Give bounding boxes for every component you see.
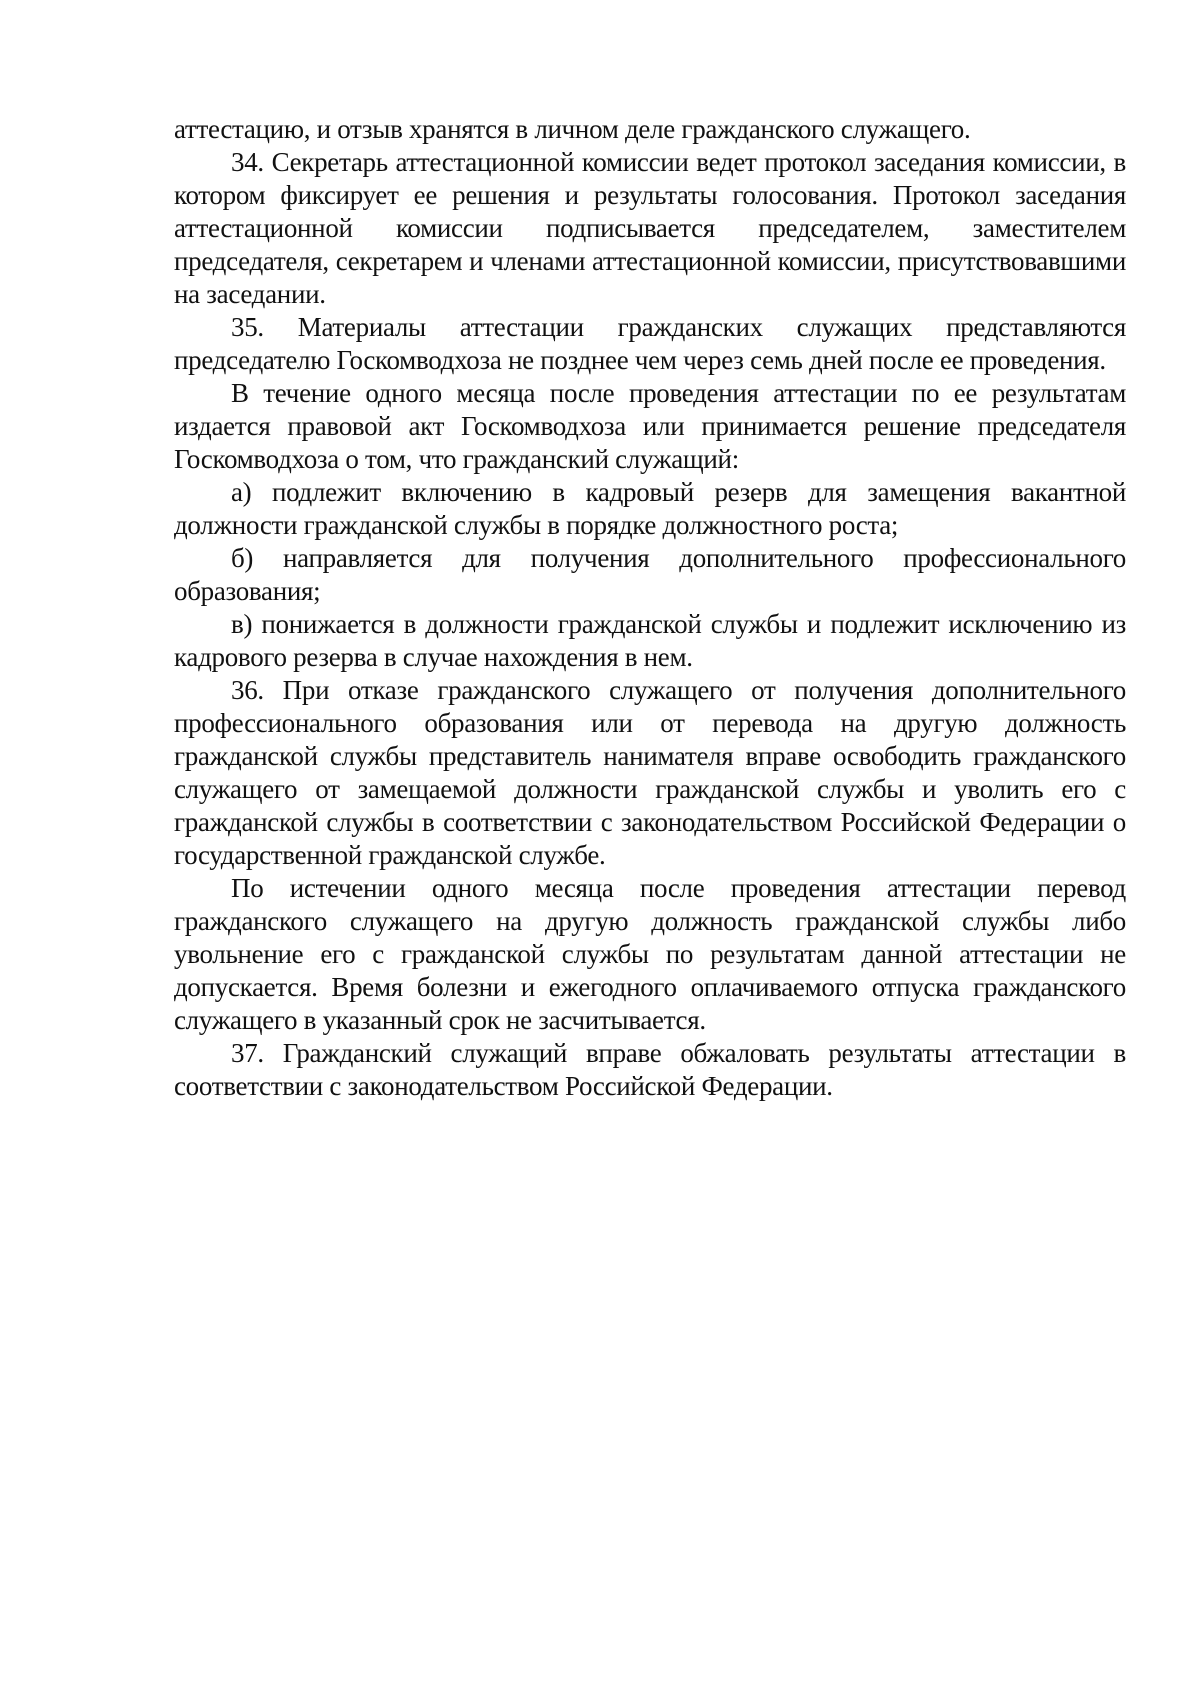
document-body xyxy=(174,113,1126,1103)
paragraph-35: 35. Материалы аттестации гражданских служащих представляются председателю Госкомводхоза не позднее чем через семь дней после ее проведения. xyxy=(174,312,1126,375)
list-item-v: в) понижается в должности гражданской службы и подлежит исключению из кадрового резерва в случае нахождения в нем. xyxy=(174,609,1126,672)
list-item-a: а) подлежит включению в кадровый резерв для замещения вакантной должности гражданской службы в порядке должностного роста; xyxy=(174,477,1126,540)
list-item-b: б) направляется для получения дополнительного профессионального образования; xyxy=(174,543,1126,606)
paragraph-continuation: аттестацию, и отзыв хранятся в личном деле гражданского служащего. xyxy=(174,114,971,144)
paragraph-within-month: В течение одного месяца после проведения аттестации по ее результатам издается правовой акт Госкомводхоза или принимается решение председателя Госкомводхоза о том, что гражданский служащий: xyxy=(174,378,1126,474)
paragraph-37: 37. Гражданский служащий вправе обжаловать результаты аттестации в соответствии с законодательством Российской Федерации. xyxy=(174,1038,1126,1101)
paragraph-34: 34. Секретарь аттестационной комиссии ведет протокол заседания комиссии, в котором фиксирует ее решения и результаты голосования. Протокол заседания аттестационной комиссии подписывается председателем, заместителем председателя, секретарем и членами аттестационной комиссии, присутствовавшими на заседании. xyxy=(174,147,1126,309)
paragraph-after-month: По истечении одного месяца после проведения аттестации перевод гражданского служащего на другую должность гражданской службы либо увольнение его с гражданской службы по результатам данной аттестации не допускается. Время болезни и ежегодного оплачиваемого отпуска гражданского служащего в указанный срок не засчитывается. xyxy=(174,873,1126,1035)
paragraph-36: 36. При отказе гражданского служащего от получения дополнительного профессионального образования или от перевода на другую должность гражданской службы представитель нанимателя вправе освободить гражданского служащего от замещаемой должности гражданской службы и уволить его с гражданской службы в соответствии с законодательством Российской Федерации о государственной гражданской службе. xyxy=(174,675,1126,870)
